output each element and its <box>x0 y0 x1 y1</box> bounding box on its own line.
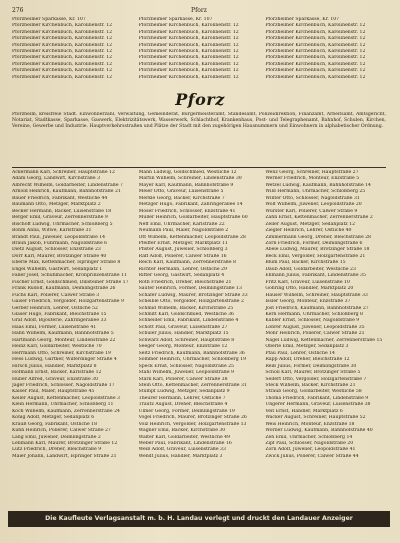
top-column-1 <box>12 17 133 87</box>
directory-entry: Schwarz Adolf, Schreiner, Hauptstraße 8 <box>138 337 235 343</box>
directory-entry: Schuler Julius, Händler, Marktplatz 15 <box>138 331 229 337</box>
directory-entry: Ackermann Karl, Schreiner, Hauptstraße 12 <box>12 170 115 175</box>
directory-entry: Gaiser Friedrich, Vergolder, Holzgartenstraße 9 <box>12 299 124 305</box>
directory-entry: Reiß Julius, Former, Deimlingstraße 30 <box>265 363 357 369</box>
directory-entry: Weiß Adolf, Graveur, Luisenstraße 33 <box>138 447 226 453</box>
top-column-3 <box>265 17 386 87</box>
directory-entry: Neumann Paul, Maler, Nagoldstraße 2 <box>138 228 229 234</box>
directory-entry: Göhring Otto, Händler, Marktplatz 20 <box>265 286 354 292</box>
directory-entry: Pforzheimer Kirchenbuch, Karolinenstr. 12 <box>138 49 239 55</box>
directory-entry: Dörr Karl, Maurer, Brötzinger Straße 40 <box>12 253 107 259</box>
directory-entry: Pfeiffer Ernst, Metzger, Marktplatz 11 <box>138 240 228 246</box>
directory-entry: Ziegler Heinrich, Lehrer, Östliche 40 <box>265 228 352 234</box>
section-intro: Pforzheim, kreisfreie Stadt. Einwohnerzahl, Verwaltung, Gemeinderat, Bürgermeisteramt, Standesamt, Polizeidirektion, Finanzamt, Arbeitsamt, Amtsgericht, Notariat, Stadtkasse, Sparkasse, Gaswerk, Elektrizitätswerk, Wasserwerk, Schlachthof, Krankenhaus, Post- und Telegraphenamt, Bahnhof, Schulen, Kirchen, Vereine, Gewerbe und Industrie. Hauptverkehrsstraßen und Plätze der Stadt mit den zugehörigen Hausnummern und Einwohnern in alphabetischer Ordnung. <box>12 112 386 130</box>
directory-entry: Gläser Hugo, Fabrikant, Bleichstraße 15 <box>12 311 107 317</box>
directory-entry: Zeh Emil, Uhrmacher, Schloßberg 14 <box>265 434 353 440</box>
directory-entry: Pforzheimer Kirchenbuch, Karolinenstr. 12 <box>12 36 113 42</box>
directory-entry: Speck Ernst, Schlosser, Nagoldstraße 25 <box>138 363 234 369</box>
directory-entry: Oberle Emil, Metzger, Sedanplatz 3 <box>265 344 349 350</box>
page-header <box>12 6 386 16</box>
directory-entry: Meier Otto, Graveur, Luisenstraße 5 <box>138 189 224 195</box>
directory-entry: Ott Wilhelm, Kettenmacher, Leopoldstraße 28 <box>138 234 246 240</box>
directory-entry: Pfister August, Juwelier, Schloßberg 3 <box>138 247 228 253</box>
directory-entry: Zipf Paul, Schlosser, Nagoldstraße 20 <box>265 441 354 447</box>
directory-entry: Hofmann Ernst, Bäcker, Karlstraße 12 <box>12 370 102 376</box>
directory-entry: Pforzheimer Kirchenbuch, Karolinenstr. 12 <box>12 55 113 61</box>
directory-entry: Klein Hermann, Uhrmacher, Schloßberg 11 <box>12 402 114 408</box>
directory-entry: Arnold Heinrich, Kaufmann, Bahnhofstraße 21 <box>12 189 121 195</box>
directory-entry: Stark Karl, Polierer, Calwer Straße 38 <box>138 376 228 382</box>
directory-entry: Brandt Paul, Juwelier, Leopoldstraße 14 <box>12 234 106 240</box>
directory-entry: Hirsch Julius, Händler, Marktplatz 8 <box>12 363 97 369</box>
directory-entry: Abele Ludwig, Maurer, Brötzinger Straße 18 <box>265 247 370 253</box>
directory-entry: Lehmann Karl, Maurer, Brötzinger Straße 12 <box>12 441 118 447</box>
directory-entry: Walter Karl, Goldarbeiter, Westliche 49 <box>138 434 231 440</box>
directory-entry: Wenz Georg, Schreiner, Hauptstraße 27 <box>265 170 359 175</box>
directory-entry: Pforzheimer Sparkasse, Kr. 107 <box>138 17 213 22</box>
directory-entry: Seifert Otto, Vergolder, Holzgartenstraße 7 <box>265 376 367 382</box>
directory-entry: Wendt Julius, Händler, Marktplatz 3 <box>138 453 223 459</box>
directory-entry: Krauß Georg, Fabrikant, Östliche 18 <box>12 421 97 427</box>
directory-entry: Wörner Ludwig, Kaufmann, Bahnhofstraße 40 <box>265 428 373 434</box>
directory-entry: Neff Emil, Uhrmacher, Karlstraße 22 <box>138 221 225 227</box>
directory-entry: Pforzheimer Kirchenbuch, Karolinenstr. 12 <box>12 74 113 80</box>
directory-entry: Pforzheimer Kirchenbuch, Karolinenstr. 12 <box>138 29 239 35</box>
top-column-2 <box>139 17 260 87</box>
directory-entry: Mayer Karl, Kaufmann, Bahnhofstraße 9 <box>138 182 234 188</box>
directory-entry: Keller August, Kettenmacher, Leopoldstraße 3 <box>12 395 120 401</box>
directory-entry: Fischer Ernst, Goldschmied, Dillsteiner Straße 17 <box>12 279 129 285</box>
directory-entry: Stahl Wilhelm, Juwelier, Leopoldstraße 9 <box>138 370 234 376</box>
directory-entry: Kaiser Paul, Maler, Hauptstraße 45 <box>12 389 95 395</box>
directory-entry: Schmitt Karl, Goldschmied, Westliche 36 <box>138 311 234 317</box>
directory-entry: Bauer Friedrich, Fabrikant, Westliche 44 <box>12 195 108 201</box>
directory-entry: Jost Friedrich, Kaufmann, Bahnhofstraße 27 <box>265 305 369 311</box>
directory-entry: Thoma Friedrich, Fabrikant, Lindenstraße 9 <box>265 395 369 401</box>
directory-entry: Wagner Emil, Bäcker, Kirchstraße 30 <box>138 428 226 434</box>
directory-entry: Kuhn Heinrich, Polierer, Calwer Straße 27 <box>12 428 111 434</box>
section-title: Pforz <box>175 90 225 109</box>
directory-entry: Weber Paul, Fabrikant, Lindenstraße 16 <box>138 441 232 447</box>
directory-entry: Daub Adolf, Goldarbeiter, Westliche 23 <box>265 266 356 272</box>
directory-entry: Albrecht Wilhelm, Goldarbeiter, Lindenstraße 7 <box>12 182 123 188</box>
directory-entry: Pforzheimer Kirchenbuch, Karolinenstr. 12 <box>12 23 113 29</box>
directory-entry: Werner Friedrich, Monteur, Enzstraße 5 <box>265 176 360 182</box>
directory-entry: Scholl Karl, Maurer, Brötzinger Straße 5 <box>265 370 361 376</box>
directory-entry: Pforzheimer Kirchenbuch, Karolinenstr. 12 <box>138 36 239 42</box>
directory-entry: Braun Jakob, Fuhrmann, Nagoldstraße 6 <box>12 240 108 246</box>
directory-entry: Sauter Heinrich, Former, Deimlingstraße 13 <box>138 286 242 292</box>
directory-entry: Engel Wilhelm, Gastwirt, Sedanplatz 1 <box>12 266 103 272</box>
directory-entry: Haas Emil, Former, Luisenstraße 41 <box>12 324 97 330</box>
directory-entry: Maier Johann, Landwirt, Ispringer Straße 21 <box>12 453 117 459</box>
directory-entry: Steck Wilhelm, Bäcker, Kirchstraße 21 <box>265 382 356 388</box>
page-number: 276 <box>12 7 24 14</box>
directory-entry: Mann Ludwig, Goldschmied, Westliche 12 <box>138 170 237 175</box>
directory-entry: Pforzheimer Kirchenbuch, Karolinenstr. 12 <box>138 68 239 74</box>
directory-entry: Issler Georg, Monteur, Enzstraße 37 <box>265 299 351 305</box>
directory-entry: Adam Georg, Landwirt, Kirchstraße 3 <box>12 176 101 182</box>
main-column-1 <box>12 170 133 510</box>
main-column-3 <box>265 170 386 510</box>
directory-entry: Pforzheimer Sparkasse, Kr. 107 <box>12 17 86 22</box>
directory-entry: Zeller August, Metzger, Sedanplatz 12 <box>265 221 356 227</box>
directory-entry: Nagel Ludwig, Kettenmacher, Zerrennerstraße 15 <box>265 337 383 343</box>
directory-entry: Pforzheimer Kirchenbuch, Karolinenstr. 12 <box>265 61 366 67</box>
directory-entry: Wurster Karl, Polierer, Calwer Straße 9 <box>265 208 358 214</box>
directory-entry: Schneider Emil, Fabrikant, Lindenstraße 4 <box>138 318 239 324</box>
directory-entry: Ehmann Julius, Fabrikant, Lindenstraße 35 <box>265 273 366 279</box>
directory-entry: Straub Georg, Goldarbeiter, Westliche 58 <box>265 389 362 395</box>
directory-entry: Hahn Wilhelm, Kaufmann, Bahnhofstraße 5 <box>12 331 114 337</box>
directory-entry: Pforzheimer Kirchenbuch, Karolinenstr. 12 <box>265 23 366 29</box>
directory-entry: Ulmer Georg, Former, Deimlingstraße 19 <box>138 408 235 414</box>
directory-entry: Graf Adolf, Bijouterie, Zähringerallee 33 <box>12 318 107 324</box>
directory-entry: Martin Wilhelm, Schreiner, Lindenstraße 30 <box>138 176 242 182</box>
publisher-footer-banner: Die Kaufleute Verlagsanstalt m. b. H. Landau verlegt und druckt den Landauer Anzeiger <box>8 511 390 527</box>
running-title: Pforz <box>191 7 207 14</box>
directory-entry: Mohr Heinrich, Polierer, Calwer Straße 21 <box>265 331 365 337</box>
directory-entry: Baumann Otto, Metzger, Marktplatz 2 <box>12 202 101 208</box>
directory-entry: Veit Ernst, Händler, Marktplatz 6 <box>265 408 343 414</box>
directory-entry: Böhm Anna, Witwe, Karlstraße 31 <box>12 228 92 234</box>
directory-entry: Pforzheimer Kirchenbuch, Karolinenstr. 12 <box>12 49 113 55</box>
main-entries <box>12 170 386 510</box>
directory-entry: Pfau Paul, Lehrer, Östliche 14 <box>265 350 335 356</box>
directory-entry: Pforzheimer Kirchenbuch, Karolinenstr. 12 <box>12 68 113 74</box>
directory-entry: König Adolf, Metzger, Sedanplatz 6 <box>12 415 95 421</box>
directory-entry: Hess Ludwig, Gärtner, Wilferdinger Straße 4 <box>12 357 117 363</box>
directory-entry: Kübler Ernst, Schlosser, Nagoldstraße 9 <box>265 318 360 324</box>
directory-entry: Hartmann Georg, Monteur, Lindenstraße 22 <box>12 337 116 343</box>
directory-entry: Dietz August, Schlosser, Enzstraße 23 <box>12 247 101 253</box>
directory-entry: Pforzheimer Kirchenbuch, Karolinenstr. 12 <box>138 74 239 80</box>
directory-entry: Schäfer Ludwig, Maurer, Brötzinger Straße 33 <box>138 292 248 298</box>
directory-entry: Lutz Friedrich, Dreher, Bleichstraße 9 <box>12 447 102 453</box>
directory-entry: Pforzheimer Kirchenbuch, Karolinenstr. 12 <box>138 61 239 67</box>
directory-entry: Pforzheimer Kirchenbuch, Karolinenstr. 12 <box>265 68 366 74</box>
directory-entry: Moser Friedrich, Schlosser, Enzstraße 41 <box>138 208 236 214</box>
directory-entry: Seitz Friedrich, Kaufmann, Bahnhofstraße 36 <box>138 350 245 356</box>
directory-entry: Pforzheimer Kirchenbuch, Karolinenstr. 12 <box>12 29 113 35</box>
directory-entry: Wolf Wilhelm, Juwelier, Leopoldstraße 20 <box>265 202 362 208</box>
directory-entry: Rapp Adolf, Dreher, Bleichstraße 12 <box>265 357 350 363</box>
directory-entry: Sommer Heinrich, Uhrmacher, Schloßberg 19 <box>138 357 246 363</box>
directory-entry: Müller Heinrich, Goldarbeiter, Hauptstraße 60 <box>138 215 248 221</box>
directory-entry: Jäger Friedrich, Schlosser, Nagoldstraße 17 <box>12 382 115 388</box>
directory-entry: Hauser Wilhelm, Schreiner, Hauptstraße 33 <box>265 292 368 298</box>
directory-entry: Metzger Hugo, Fabrikant, Zähringerallee 14 <box>138 202 243 208</box>
directory-entry: Stein Otto, Kettenmacher, Zerrennerstraße 31 <box>138 382 247 388</box>
directory-entry: Pforzheimer Sparkasse, Kr. 107 <box>265 17 340 22</box>
directory-entry: Fritz Karl, Graveur, Luisenstraße 10 <box>265 279 350 285</box>
directory-entry: Trautz August, Dreher, Bleichstraße 4 <box>138 402 228 408</box>
directory-entry: Beck Emil, Vergolder, Holzgartenstraße 21 <box>265 253 366 259</box>
directory-entry: Pforzheimer Kirchenbuch, Karolinenstr. 12 <box>265 55 366 61</box>
directory-entry: Merkle Georg, Bäcker, Kirchstraße 7 <box>138 195 225 201</box>
directory-entry: Lohrer August, Juwelier, Leopoldstraße 35 <box>265 324 365 330</box>
directory-entry: Pforzheimer Kirchenbuch, Karolinenstr. 12 <box>12 61 113 67</box>
directory-entry: Gerber Heinrich, Lehrer, Östliche 52 <box>12 305 98 311</box>
directory-entry: Becker Hermann, Bäcker, Luisenstraße 18 <box>12 208 112 214</box>
directory-entry: Ungerer Hermann, Graveur, Luisenstraße 38 <box>265 402 371 408</box>
directory-entry: Ritter Georg, Gastwirt, Sedanplatz 4 <box>138 273 225 279</box>
directory-entry: Zwick Julius, Polierer, Calwer Straße 44 <box>265 453 359 459</box>
directory-entry: Pforzheimer Kirchenbuch, Karolinenstr. 12 <box>265 29 366 35</box>
directory-entry: Schmid Wilhelm, Bäcker, Kirchstraße 25 <box>138 305 234 311</box>
directory-entry: Reich Karl, Kaufmann, Zerrennerstraße 8 <box>138 260 236 266</box>
directory-entry: Richter Hermann, Lehrer, Östliche 29 <box>138 266 227 272</box>
directory-entry: Herrmann Otto, Schreiner, Kirchstraße 19 <box>12 350 111 356</box>
directory-entry: Vogel Friedrich, Maurer, Brötzinger Straße 26 <box>138 415 247 421</box>
directory-entry: Winter Otto, Schlosser, Nagoldstraße 31 <box>265 195 360 201</box>
directory-entry: Stumpf Ludwig, Metzger, Sedanplatz 9 <box>138 389 230 395</box>
directory-entry: Pforzheimer Kirchenbuch, Karolinenstr. 12 <box>265 49 366 55</box>
directory-entry: Pforzheimer Kirchenbuch, Karolinenstr. 12 <box>265 42 366 48</box>
directory-entry: Fuchs Karl, Polierer, Calwer Straße 3 <box>12 292 100 298</box>
directory-entry: Wild Hermann, Uhrmacher, Schloßberg 25 <box>265 189 366 195</box>
directory-entry: Huber Alfred, Graveur, Enzstraße 30 <box>12 376 98 382</box>
directory-entry: Zimmermann Georg, Dreher, Bleichstraße 28 <box>265 234 371 240</box>
directory-entry: Berger Emil, Graveur, Zerrennerstraße 9 <box>12 215 108 221</box>
directory-entry: Weis Heinrich, Monteur, Enzstraße 18 <box>265 421 355 427</box>
directory-entry: Zorn Friedrich, Former, Deimlingstraße 6 <box>265 240 363 246</box>
directory-entry: Bischoff Ludwig, Uhrmacher, Schloßberg 5 <box>12 221 113 227</box>
directory-entry: Scheible Otto, Vergolder, Holzgartenstraße 2 <box>138 299 244 305</box>
directory-entry: Pforzheimer Kirchenbuch, Karolinenstr. 12 <box>265 74 366 80</box>
directory-entry: Roth Friedrich, Dreher, Bleichstraße 21 <box>138 279 232 285</box>
directory-entry: Zahn Ernst, Kettenmacher, Zerrennerstraße 2 <box>265 215 373 221</box>
top-entries <box>12 17 386 87</box>
divider-rule <box>12 167 386 168</box>
directory-entry: Schott Paul, Graveur, Luisenstraße 27 <box>138 324 228 330</box>
directory-entry: Koch Wilhelm, Kaufmann, Zerrennerstraße 24 <box>12 408 120 414</box>
directory-entry: Pforzheimer Kirchenbuch, Karolinenstr. 12 <box>138 55 239 61</box>
directory-entry: Theurer Hermann, Lehrer, Östliche 7 <box>138 395 226 401</box>
directory-entry: Eberle Max, Kettenmacher, Ispringer Straße 8 <box>12 260 121 266</box>
directory-entry: Blum Paul, Bäcker, Kirchstraße 15 <box>265 260 346 266</box>
directory-entry: Wetzel Ludwig, Kaufmann, Bahnhofstraße 14 <box>265 182 371 188</box>
directory-entry: Volz Heinrich, Vergolder, Holzgartenstraße 13 <box>138 421 247 427</box>
directory-entry: Frank Rudolf, Kaufmann, Deimlingstraße 26 <box>12 286 116 292</box>
directory-entry: Heinz Karl, Goldarbeiter, Westliche 70 <box>12 344 102 350</box>
directory-entry: Wacker August, Schreiner, Hauptstraße 52 <box>265 415 366 421</box>
directory-entry: Seeger Georg, Monteur, Enzstraße 12 <box>138 344 228 350</box>
main-column-2 <box>139 170 260 510</box>
directory-entry: Pforzheimer Kirchenbuch, Karolinenstr. 12 <box>265 36 366 42</box>
directory-entry: Pforzheimer Kirchenbuch, Karolinenstr. 12 <box>138 23 239 29</box>
directory-entry: Lang Emil, Juwelier, Deimlingstraße 2 <box>12 434 101 440</box>
directory-entry: Faller Josef, Schuhmacher, Kronprinzenstraße 11 <box>12 273 127 279</box>
directory-entry: Zorn Adolf, Juwelier, Leopoldstraße 41 <box>265 447 356 453</box>
directory-entry: Raff Adolf, Polierer, Calwer Straße 16 <box>138 253 227 259</box>
directory-entry: Pforzheimer Kirchenbuch, Karolinenstr. 12 <box>12 42 113 48</box>
directory-entry: Pforzheimer Kirchenbuch, Karolinenstr. 12 <box>138 42 239 48</box>
directory-entry: Kern Hermann, Uhrmacher, Schloßberg 8 <box>265 311 363 317</box>
